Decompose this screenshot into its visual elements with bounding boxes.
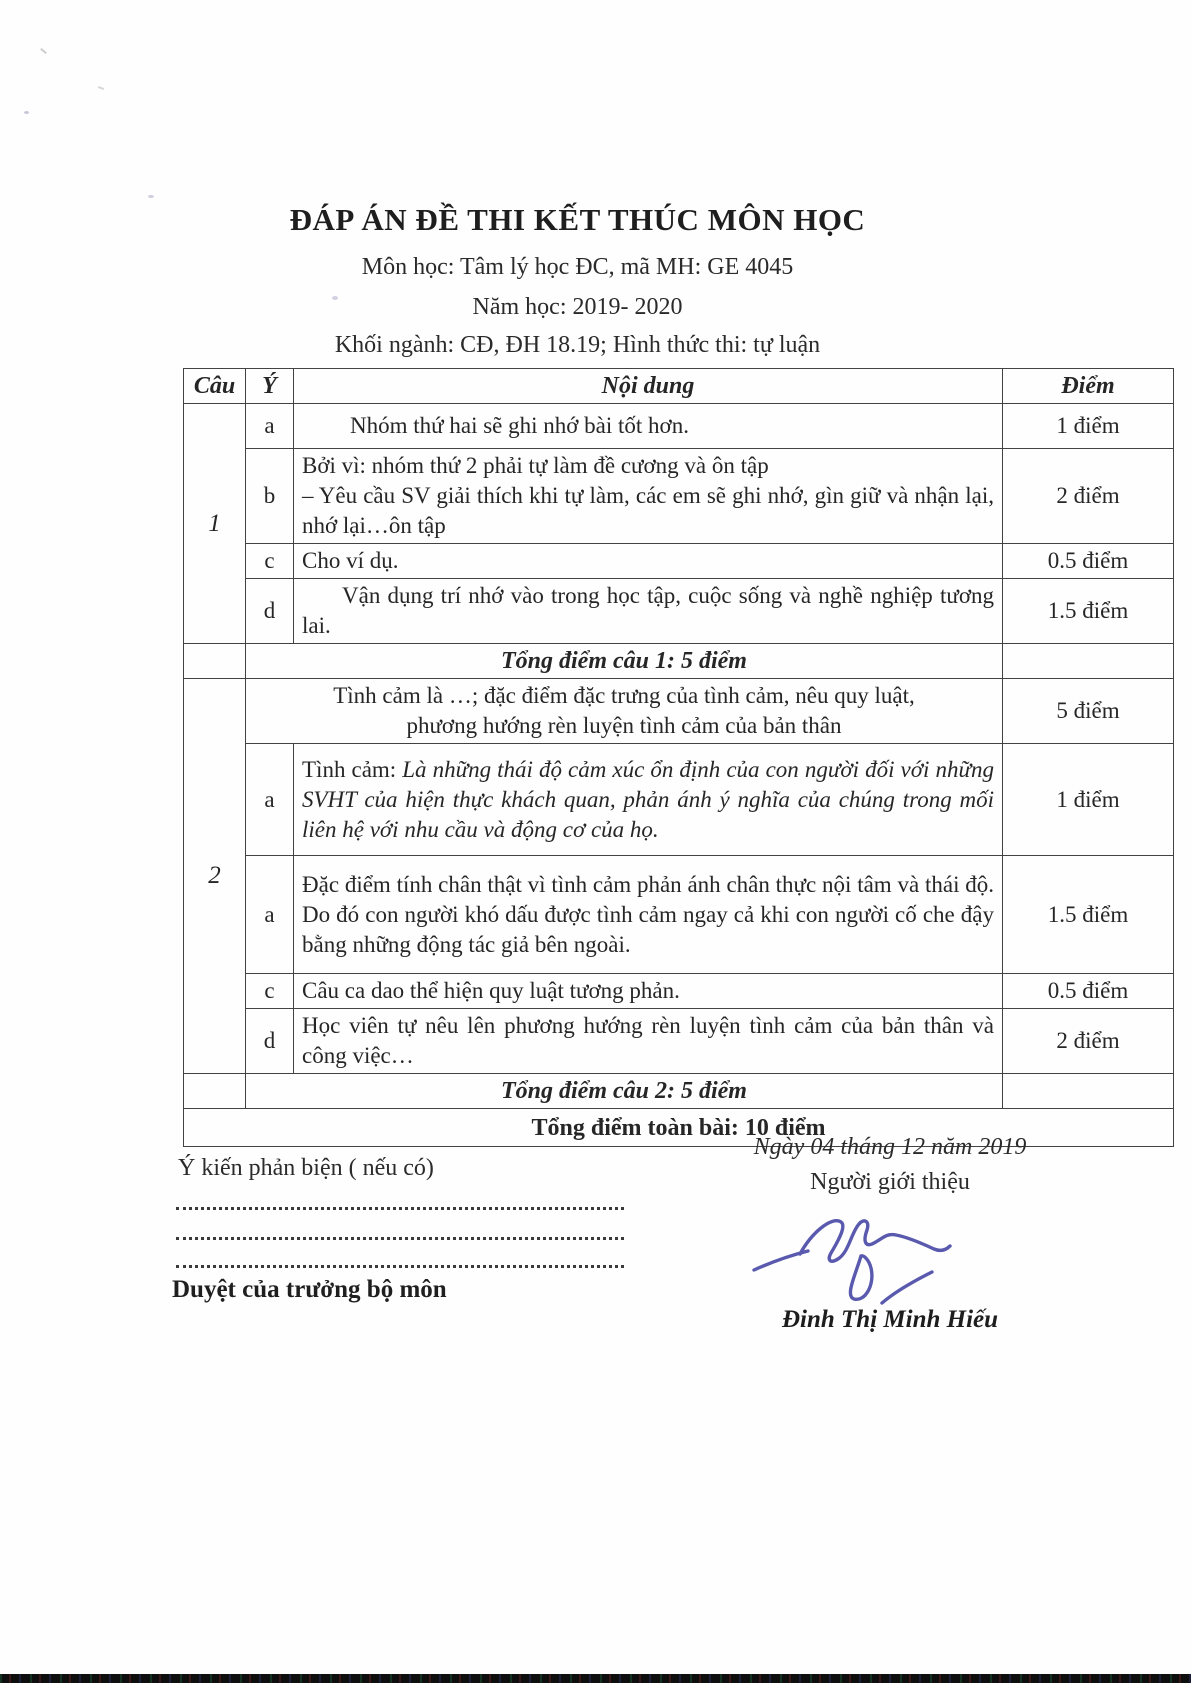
table-row-q2c [184,974,1174,1009]
sub-item-letter: a [246,856,294,974]
table-row-q1a [184,404,1174,449]
score-cell: 0.5 điểm [1003,974,1174,1009]
scan-speck [24,111,29,114]
content-cell: Cho ví dụ. [294,544,1003,579]
signature-stroke [800,1221,950,1262]
header-noidung: Nội dung [294,369,1003,404]
question-number-1: 1 [184,404,246,644]
q1-total-label: Tổng điểm câu 1: 5 điểm [246,644,1003,679]
approval-label: Duyệt của trưởng bộ môn [172,1276,447,1303]
question-text-line2: phương hướng rèn luyện tình cảm của bản thân [406,713,842,738]
empty-cell [1003,644,1174,679]
table-header-row [184,369,1174,404]
total-row-q2 [184,1074,1174,1109]
date-line: Ngày 04 tháng 12 năm 2019 [753,1134,1027,1160]
table-row-q1b [184,449,1174,544]
header-y: Ý [246,369,294,404]
page-title: ĐÁP ÁN ĐỀ THI KẾT THÚC MÔN HỌC [289,202,866,237]
dotted-writing-line [176,1203,624,1210]
signature-stroke [850,1256,871,1299]
answer-text-line1: Bởi vì: nhóm thứ 2 phải tự làm đề cương và ôn tập [302,453,769,478]
empty-cell [184,644,246,679]
header-diem: Điểm [1003,369,1174,404]
score-cell: 5 điểm [1003,679,1174,744]
scan-speck [98,86,104,90]
signature-block [720,1133,1060,1197]
sub-item-letter: a [246,404,294,449]
q2-total-label: Tổng điểm câu 2: 5 điểm [246,1074,1003,1109]
content-cell: Học viên tự nêu lên phương hướng rèn luyện tình cảm của bản thân và công việc… [294,1009,1003,1074]
score-cell: 1 điểm [1003,404,1174,449]
scan-speck [148,195,154,198]
content-cell: Vận dụng trí nhớ vào trong học tập, cuộc sống và nghề nghiệp tương lai. [294,579,1003,644]
document-header [0,200,1155,360]
dotted-writing-line [176,1233,624,1240]
score-cell: 1.5 điểm [1003,579,1174,644]
sub-item-letter: a [246,744,294,856]
answer-text: Nhóm thứ hai sẽ ghi nhớ bài tốt hơn. [350,413,689,438]
table-row-q1c [184,544,1174,579]
content-cell [294,404,1003,449]
sub-item-letter: c [246,544,294,579]
answer-text-line2: – Yêu cầu SV giải thích khi tự làm, các em sẽ ghi nhớ, gìn giữ và nhận lại, nhớ lại…ôn tập [302,483,994,538]
signer-name: Đinh Thị Minh Hiếu [781,1306,999,1333]
question-number-2: 2 [184,679,246,1074]
signature-stroke [882,1272,932,1303]
sub-item-letter: d [246,1009,294,1074]
table-row-q2d [184,1009,1174,1074]
table-row-q2a2 [184,856,1174,974]
answer-text-definition: Là những thái độ cảm xúc ổn định của con người đối với những SVHT của hiện thực khách quan, phản ánh ý nghĩa của chúng trong mối liên hệ với nhu cầu và động cơ của họ. [302,756,994,842]
scan-speck [332,296,338,300]
answer-text-lead: Tình cảm: [302,756,403,782]
empty-cell [184,1074,246,1109]
scan-speck [40,48,47,54]
score-cell: 2 điểm [1003,1009,1174,1074]
content-cell: Đặc điểm tính chân thật vì tình cảm phản ánh chân thực nội tâm và thái độ. Do đó con người khó dấu được tình cảm ngay cả khi con người cố che đậy bằng những động tác giả bên ngoài. [294,856,1003,974]
table-row-q1d [184,579,1174,644]
dotted-writing-line [176,1261,624,1268]
content-cell: Câu ca dao thể hiện quy luật tương phản. [294,974,1003,1009]
content-cell [294,449,1003,544]
scanner-edge-strip [0,1674,1191,1683]
score-cell: 1 điểm [1003,744,1174,856]
empty-cell [1003,1074,1174,1109]
grand-total-label: Tổng điểm toàn bài: 10 điểm [184,1109,1174,1147]
subtitle-school-year: Năm học: 2019- 2020 [472,294,683,320]
total-row-q1 [184,644,1174,679]
score-cell: 1.5 điểm [1003,856,1174,974]
table-row-q2-intro [184,679,1174,744]
subtitle-program: Khối ngành: CĐ, ĐH 18.19; Hình thức thi: tự luận [334,332,821,358]
table-row-q2a1 [184,744,1174,856]
answer-key-table [183,368,1174,1147]
score-cell: 2 điểm [1003,449,1174,544]
sub-item-letter: b [246,449,294,544]
score-cell: 0.5 điểm [1003,544,1174,579]
content-cell [246,679,1003,744]
review-opinion-label: Ý kiến phản biện ( nếu có) [178,1155,434,1181]
sub-item-letter: d [246,579,294,644]
subtitle-subject: Môn học: Tâm lý học ĐC, mã MH: GE 4045 [361,254,794,280]
signer-role-label: Người giới thiệu [810,1169,970,1195]
sub-item-letter: c [246,974,294,1009]
handwritten-signature [748,1196,958,1311]
header-cau: Câu [184,369,246,404]
content-cell [294,744,1003,856]
question-text-line1: Tình cảm là …; đặc điểm đặc trưng của tình cảm, nêu quy luật, [333,683,915,708]
